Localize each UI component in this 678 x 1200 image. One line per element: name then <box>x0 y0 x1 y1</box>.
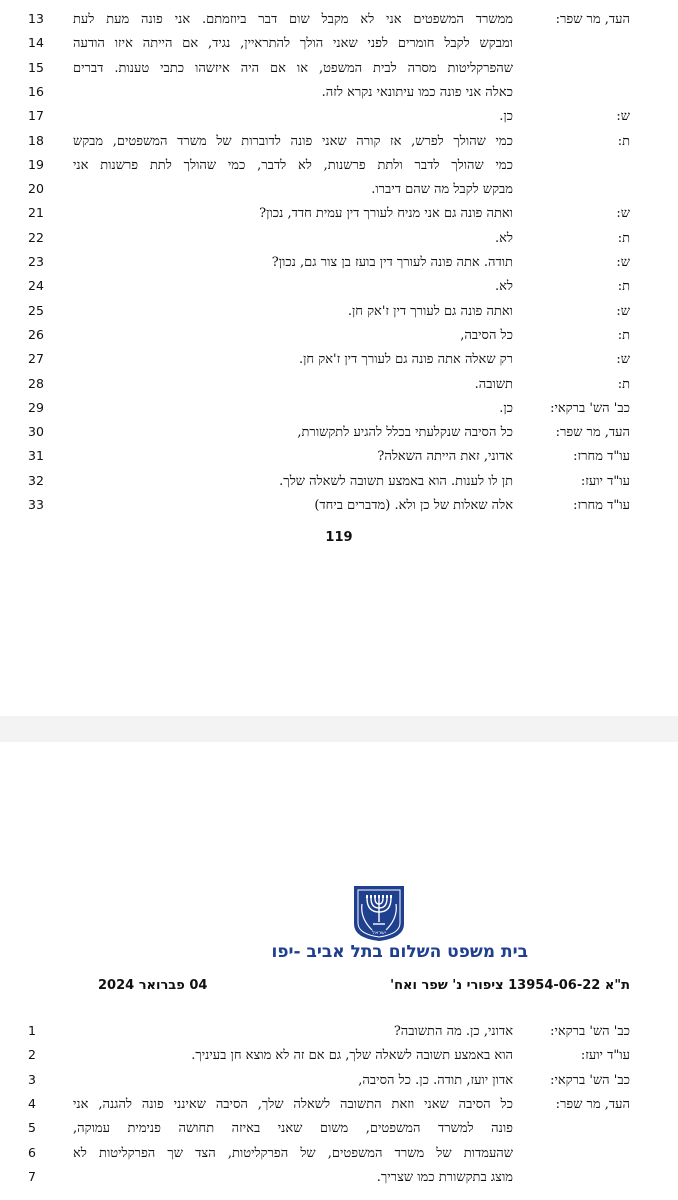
speaker-label: ת: <box>617 230 630 246</box>
israel-emblem-icon <box>352 884 406 942</box>
line-number: 33 <box>28 497 44 512</box>
line-number: 7 <box>28 1168 36 1184</box>
speaker-label: ש: <box>616 109 630 125</box>
page-number: 119 <box>325 530 353 545</box>
line-number: 28 <box>28 375 44 391</box>
transcript-line <box>0 154 678 178</box>
transcript-line <box>0 373 678 397</box>
speaker-label: עו"ד יועז: <box>580 1048 630 1064</box>
line-number: 19 <box>28 156 44 172</box>
line-number: 23 <box>28 254 44 269</box>
line-number: 29 <box>28 399 44 415</box>
speaker-label: ת: <box>617 327 630 343</box>
page-separator <box>0 716 678 742</box>
line-number: 21 <box>28 205 44 221</box>
line-number: 15 <box>28 59 44 75</box>
line-text: ואתה פונה גם לעורך דין ז'אק חן. <box>347 303 513 319</box>
line-text: אלה שאלות של כן ולא. (מדברים ביחד) <box>314 498 513 513</box>
line-text: ומבקש לקבל חומרים לפני שאני הולך להתראיין, נגיד, אם הייתה איזו הודעה <box>73 36 513 52</box>
emblem-caption: ישראל <box>372 930 386 936</box>
line-number: 1 <box>28 1023 36 1038</box>
line-text: כל הסיבה שנקלעתי בכלל להגיע לתקשורת, <box>297 425 513 441</box>
transcript-line <box>0 421 678 445</box>
line-text: אדון יועז, תודה. כן. כל הסיבה, <box>358 1072 513 1088</box>
hearing-date: 04 פברואר 2024 <box>98 978 208 993</box>
line-number: 13 <box>28 11 44 26</box>
line-number: 5 <box>28 1120 36 1136</box>
line-number: 32 <box>28 472 44 488</box>
speaker-label: עו"ד מחרז: <box>573 498 630 513</box>
speaker-label: ש: <box>616 206 630 222</box>
line-text: ואתה פונה גם אני מניח לעורך דין עמית חדד, נכון? <box>259 206 513 222</box>
line-text: שהעמדות של משרד המשפטים, של הפרקליטות, הצד שך הפרקליטות לא <box>73 1145 513 1161</box>
transcript-line <box>0 1166 678 1190</box>
transcript-line <box>0 130 678 154</box>
line-number: 4 <box>28 1095 36 1111</box>
line-text: לא. <box>494 230 513 246</box>
transcript-line <box>0 348 678 372</box>
transcript-line <box>0 445 678 469</box>
line-text: מוצג בתקשורת כמו שצריך. <box>376 1169 513 1185</box>
speaker-label: העד, מר שפר: <box>555 425 630 441</box>
transcript-line <box>0 81 678 105</box>
transcript-line <box>0 1020 678 1044</box>
line-number: 2 <box>28 1047 36 1063</box>
speaker-label: ש: <box>616 303 630 319</box>
transcript-line <box>0 202 678 226</box>
line-text: שהפרקליטות מסרה לבית המשפט, או אם היה איזשהו כתבי טענות. דברים <box>73 60 513 76</box>
transcript-line <box>0 1044 678 1068</box>
line-text: כאלה אני פונה כמו עיתונאי נקרא לזה. <box>321 84 513 100</box>
line-number: 25 <box>28 302 44 318</box>
transcript-line <box>0 1117 678 1141</box>
speaker-label: העד, מר שפר: <box>555 12 630 27</box>
speaker-label: העד, מר שפר: <box>555 1096 630 1112</box>
line-number: 30 <box>28 424 44 440</box>
line-number: 24 <box>28 278 44 294</box>
transcript-line <box>0 1142 678 1166</box>
line-text: לא. <box>494 279 513 295</box>
line-text: כמי שהולך לפרש, אז קורה שאני פונה לדוברות של משרד המשפטים, מבקש <box>73 133 513 149</box>
line-text: אדוני, זאת הייתה השאלה? <box>377 449 513 465</box>
line-text: פונה למשרד המשפטים, משום שאני באיזה תחושה פנימית עמוקה, <box>73 1121 513 1137</box>
speaker-label: כב' הש' ברקאי: <box>550 1072 630 1088</box>
line-text: כמי שהולך לדבר ולתת פרשנות, לא לדבר, כמי שהולך לתת פרשנות אני <box>73 157 513 173</box>
line-text: כן. <box>499 400 513 416</box>
line-text: רק שאלה אתה פונה גם לעורך דין ז'אק חן. <box>298 352 513 368</box>
transcript-line <box>0 8 678 32</box>
line-number: 6 <box>28 1144 36 1160</box>
line-number: 17 <box>28 108 44 124</box>
transcript-line <box>0 178 678 202</box>
transcript-line <box>0 470 678 494</box>
transcript-line <box>0 300 678 324</box>
line-text: מבקש לקבל מה שהם דיברו. <box>371 182 513 198</box>
speaker-label: עו"ד יועז: <box>580 473 630 489</box>
line-text: ממשרד המשפטים אני לא מקבל שום דבר ביוזמתם. אני פונה מעת לעת <box>73 12 513 27</box>
speaker-label: ת: <box>617 133 630 149</box>
transcript-line <box>0 275 678 299</box>
speaker-label: עו"ד מחרז: <box>573 449 630 465</box>
line-number: 27 <box>28 351 44 367</box>
transcript-page-next <box>0 742 678 1200</box>
transcript-line <box>0 324 678 348</box>
line-number: 14 <box>28 35 44 51</box>
speaker-label: ש: <box>616 352 630 368</box>
line-text: תשובה. <box>474 376 513 392</box>
speaker-label: ת: <box>617 376 630 392</box>
speaker-label: ת: <box>617 279 630 295</box>
line-number: 22 <box>28 229 44 245</box>
transcript-line <box>0 105 678 129</box>
line-text: תודה. אתה פונה לעורך דין בועז בן צור גם, נכון? <box>271 255 513 270</box>
line-text: כן. <box>499 109 513 125</box>
line-number: 31 <box>28 448 44 464</box>
line-number: 26 <box>28 326 44 342</box>
transcript-line <box>0 32 678 56</box>
line-number: 18 <box>28 132 44 148</box>
line-number: 20 <box>28 181 44 197</box>
case-number: ת"א 13954-06-22 ציפורי נ' שפר ואח' <box>390 978 630 993</box>
transcript-line <box>0 494 678 518</box>
line-text: אדוני, כן. מה התשובה? <box>393 1024 513 1039</box>
court-name: בית משפט השלום בתל אביב -יפו <box>271 942 528 962</box>
line-text: הוא באמצע תשובה לשאלה שלך, גם אם זה לא מוצא חן בעיניך. <box>191 1048 513 1064</box>
transcript-line <box>0 1093 678 1117</box>
transcript-line <box>0 227 678 251</box>
line-text: כל הסיבה שאני וזאת התשובה לשאלה שלך, הסיבה שאינני פונה להגנה, אני <box>73 1096 513 1112</box>
transcript-line <box>0 1069 678 1093</box>
transcript-line <box>0 57 678 81</box>
transcript-line <box>0 251 678 275</box>
speaker-label: כב' הש' ברקאי: <box>550 1024 630 1039</box>
line-text: תן לו לענות. הוא באמצע תשובה לשאלה שלך. <box>279 473 513 489</box>
speaker-label: כב' הש' ברקאי: <box>550 400 630 416</box>
line-number: 16 <box>28 83 44 99</box>
line-text: כל הסיבה, <box>460 327 513 343</box>
transcript-line <box>0 397 678 421</box>
line-number: 3 <box>28 1071 36 1087</box>
speaker-label: ש: <box>616 255 630 270</box>
